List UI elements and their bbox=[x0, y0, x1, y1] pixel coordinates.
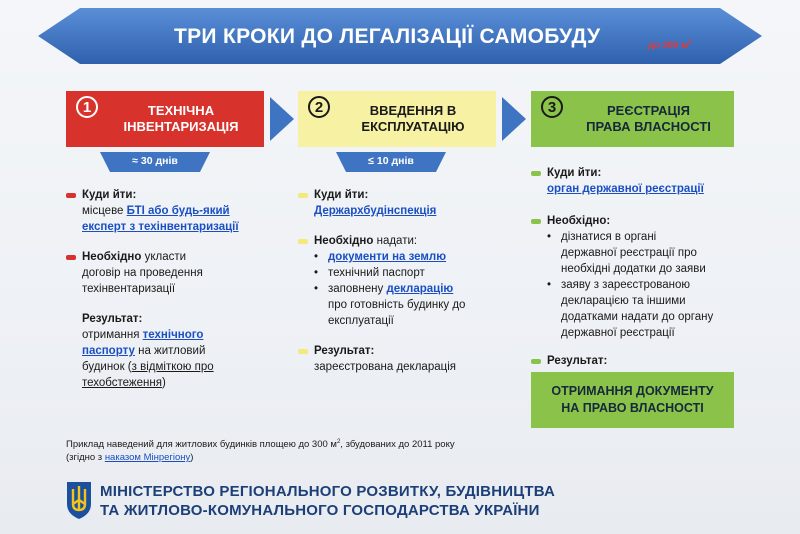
step-3-label: РЕЄСТРАЦІЯ ПРАВА ВЛАСНОСТІ bbox=[586, 103, 711, 134]
where-header: Куди йти: bbox=[66, 187, 271, 203]
bullet-icon bbox=[531, 171, 541, 176]
ministry-order-link[interactable]: наказом Мінрегіону bbox=[104, 452, 191, 464]
where-header: Куди йти: bbox=[298, 187, 513, 203]
page-title: ТРИ КРОКИ ДО ЛЕГАЛІЗАЦІЇ САМОБУДУ bbox=[174, 25, 601, 48]
result-header: Результат: bbox=[298, 343, 513, 359]
list-item: • заповнену декларацію про готовність будинку до експлуатації bbox=[314, 281, 513, 329]
page-subtitle: до 300 $м^2$ bbox=[648, 40, 692, 52]
tech-passport-link-2[interactable]: паспорту bbox=[82, 345, 135, 357]
dabi-link[interactable]: Держархбудінспекція bbox=[314, 205, 437, 217]
expert-link[interactable]: експерт з техінвентаризації bbox=[82, 221, 239, 233]
declaration-link[interactable]: декларацію bbox=[386, 283, 454, 295]
tech-passport-link[interactable]: технічного bbox=[142, 329, 204, 341]
column-step-1: Куди йти: місцеве БТІ або будь-який експерт з техінвентаризації Необхідно укласти договір на проведення техінвентаризації Результат: отримання технічного паспорту на житловий будинок (з відміткою про техобстеження) bbox=[66, 187, 271, 401]
result-header: Результат: bbox=[531, 353, 746, 369]
bullet-icon bbox=[298, 193, 308, 198]
days-text: ≤ 10 днів bbox=[368, 155, 414, 167]
registration-authority-link[interactable]: орган державної реєстрації bbox=[547, 183, 704, 195]
step-1-number: 1 bbox=[76, 96, 98, 118]
list-item bbox=[314, 249, 513, 265]
bullet-icon bbox=[66, 193, 76, 198]
bti-link[interactable]: БТІ або будь-який bbox=[126, 205, 230, 217]
days-badge-step-1 bbox=[100, 152, 210, 172]
days-badge-step-2 bbox=[336, 152, 446, 172]
result-header: Результат: bbox=[82, 313, 143, 325]
bullet-icon bbox=[531, 219, 541, 224]
column-step-2: Куди йти: Держархбудінспекція Необхідно надати: • документи на землю • технічний паспорт • заповнену декларацію про готовність будинку до експлуатації Результат: зареєстрована декларація bbox=[298, 187, 513, 385]
ministry-name: МІНІСТЕРСТВО РЕГІОНАЛЬНОГО РОЗВИТКУ, БУДІВНИЦТВА ТА ЖИТЛОВО-КОМУНАЛЬНОГО ГОСПОДАРСТВА УКРАЇНИ bbox=[100, 483, 556, 519]
list-item: • дізнатися в органі державної реєстрації про необхідні додатки до заяви bbox=[547, 229, 746, 277]
need-header: Необхідно укласти bbox=[66, 249, 271, 265]
step-1-label: ТЕХНІЧНА ІНВЕНТАРИЗАЦІЯ bbox=[123, 103, 239, 134]
step-1-box bbox=[66, 91, 264, 147]
bullet-icon bbox=[298, 239, 308, 244]
arrow-right-icon bbox=[502, 97, 526, 141]
trident-coat-of-arms-icon bbox=[64, 480, 94, 520]
need-header: Необхідно: bbox=[531, 213, 746, 229]
column-step-3 bbox=[531, 165, 746, 379]
step-2-label: ВВЕДЕННЯ В ЕКСПЛУАТАЦІЮ bbox=[361, 103, 465, 134]
step-3-box bbox=[531, 91, 734, 147]
where-header: Куди йти: bbox=[531, 165, 746, 181]
list-item: • технічний паспорт bbox=[314, 265, 513, 281]
days-text: ≈ 30 днів bbox=[132, 155, 178, 167]
arrow-right-icon bbox=[270, 97, 294, 141]
ownership-result-box: ОТРИМАННЯ ДОКУМЕНТУ НА ПРАВО ВЛАСНОСТІ bbox=[531, 372, 734, 428]
step-3-number: 3 bbox=[541, 96, 563, 118]
footnote: Приклад наведений для житлових будинків площею до 300 $м^2$, збудованих до 2011 року (згідно з наказом Мінрегіону) bbox=[66, 439, 455, 464]
need-header: Необхідно надати: bbox=[298, 233, 513, 249]
land-docs-link[interactable]: документи на землю bbox=[328, 251, 447, 263]
bullet-icon bbox=[66, 255, 76, 260]
step-2-box bbox=[298, 91, 496, 147]
bullet-icon bbox=[531, 359, 541, 364]
bullet-icon bbox=[298, 349, 308, 354]
list-item: • заяву з зареєстрованою декларацією та іншими додатками надати до органу державної реєстрації bbox=[547, 277, 746, 341]
title-banner bbox=[0, 6, 800, 66]
step-2-number: 2 bbox=[308, 96, 330, 118]
